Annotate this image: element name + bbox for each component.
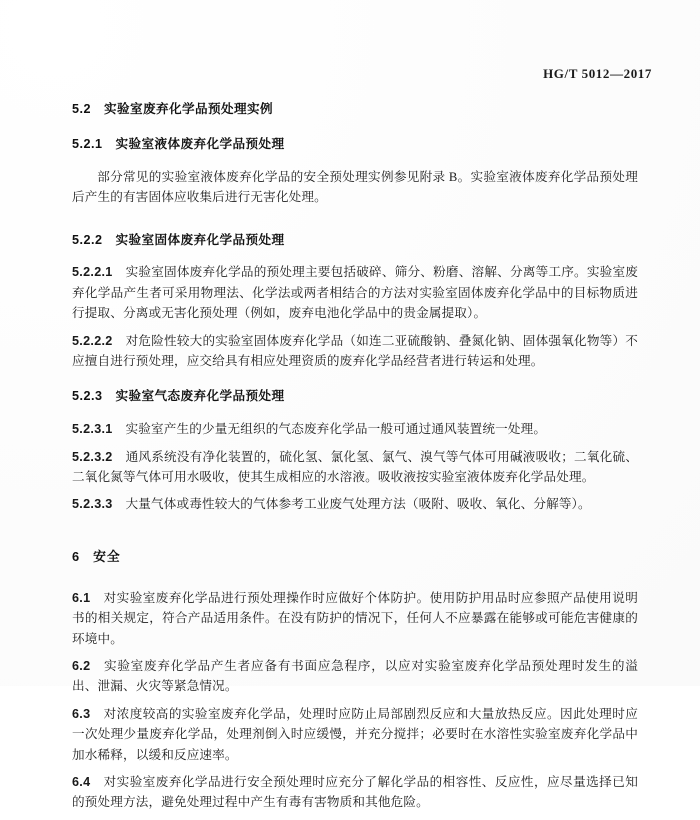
heading-5-2-1-number: 5.2.1: [72, 136, 103, 151]
clause-6-4-text: 对实验室废弃化学品进行安全预处理时应充分了解化学品的相容性、反应性，应尽量选择已知的预处理方法，避免处理过程中产生有毒有害物质和其他危险。: [72, 774, 638, 810]
heading-5-2-1: [72, 135, 638, 154]
heading-5-2-2-title: 实验室固体废弃化学品预处理: [115, 232, 285, 247]
heading-5-2-3: [72, 387, 638, 406]
clause-5-2-3-2-label: 5.2.3.2: [72, 449, 113, 464]
clause-5-2-2-2-label: 5.2.2.2: [72, 333, 113, 348]
clause-5-2-2-2-text: 对危险性较大的实验室固体废弃化学品（如连二亚硫酸钠、叠氮化钠、固体强氧化物等）不应擅自进行预处理，应交给具有相应处理资质的废弃化学品经营者进行转运和处理。: [72, 333, 638, 369]
heading-5-2-3-number: 5.2.3: [72, 389, 103, 404]
document-body: [72, 100, 638, 820]
clause-6-4-label: 6.4: [72, 774, 91, 789]
heading-5-2-1-title: 实验室液体废弃化学品预处理: [115, 136, 285, 151]
clause-5-2-2-1-label: 5.2.2.1: [72, 265, 113, 280]
clause-6-3-label: 6.3: [72, 706, 91, 721]
clause-6-2-label: 6.2: [72, 659, 91, 674]
clause-6-1-label: 6.1: [72, 590, 91, 605]
heading-6-number: 6: [72, 548, 80, 564]
heading-5-2: [72, 100, 638, 119]
clause-5-2-3-1: [72, 419, 638, 439]
clause-6-4: [72, 772, 638, 813]
heading-6-title: 安全: [93, 548, 121, 564]
clause-5-2-3-2: [72, 447, 638, 488]
heading-5-2-title: 实验室废弃化学品预处理实例: [104, 102, 273, 116]
clause-5-2-2-2: [72, 331, 638, 372]
clause-6-2: [72, 656, 638, 697]
clause-6-1: [72, 588, 638, 649]
heading-5-2-number: 5.2: [72, 102, 92, 116]
clause-6-1-text: 对实验室废弃化学品进行预处理操作时应做好个体防护。使用防护用品时应参照产品使用说明书的相关规定，符合产品适用条件。在没有防护的情况下，任何人不应暴露在能够或可能危害健康的环境中。: [72, 590, 638, 646]
clause-6-3-text: 对浓度较高的实验室废弃化学品，处理时应防止局部剧烈反应和大量放热反应。因此处理时应一次处理少量废弃化学品，处理剂倒入时应缓慢，并充分搅拌；必要时在水溶性实验室废弃化学品中加水稀释，以缓和反应速率。: [72, 706, 638, 762]
heading-5-2-2: [72, 231, 638, 250]
heading-6: [72, 546, 638, 565]
page-header-standard-code: HG/T 5012—2017: [543, 66, 652, 81]
clause-5-2-3-3-text: 大量气体或毒性较大的气体参考工业废气处理方法（吸附、吸收、氧化、分解等）。: [125, 497, 591, 512]
clause-6-3: [72, 704, 638, 765]
clause-6-2-text: 实验室废弃化学品产生者应备有书面应急程序，以应对实验室废弃化学品预处理时发生的溢出、泄漏、火灾等紧急情况。: [72, 659, 638, 694]
clause-5-2-2-1-text: 实验室固体废弃化学品的预处理主要包括破碎、筛分、粉磨、溶解、分离等工序。实验室废弃化学品产生者可采用物理法、化学法或两者相结合的方法对实验室固体废弃化学品中的目标物质进行提取、分离或无害化预处理（例如，废弃电池化学品中的贵金属提取）。: [72, 265, 638, 321]
clause-5-2-3-1-text: 实验室产生的少量无组织的气态废弃化学品一般可通过通风装置统一处理。: [125, 422, 547, 437]
heading-5-2-2-number: 5.2.2: [72, 232, 103, 247]
paragraph-5-2-1-body: 部分常见的实验室液体废弃化学品的安全预处理实例参见附录 B。实验室液体废弃化学品预处理后产生的有害固体应收集后进行无害化处理。: [72, 169, 638, 205]
clause-5-2-3-2-text: 通风系统没有净化装置的，硫化氢、氯化氢、氯气、溴气等气体可用碱液吸收；二氧化硫、二氧化氮等气体可用水吸收，使其生成相应的水溶液。吸收液按实验室液体废弃化学品处理。: [72, 449, 638, 485]
clause-5-2-2-1: [72, 262, 638, 323]
clause-5-2-3-3-label: 5.2.3.3: [72, 497, 113, 512]
heading-5-2-3-title: 实验室气态废弃化学品预处理: [115, 389, 285, 404]
clause-5-2-3-3: [72, 494, 638, 514]
clause-5-2-3-1-label: 5.2.3.1: [72, 422, 113, 437]
